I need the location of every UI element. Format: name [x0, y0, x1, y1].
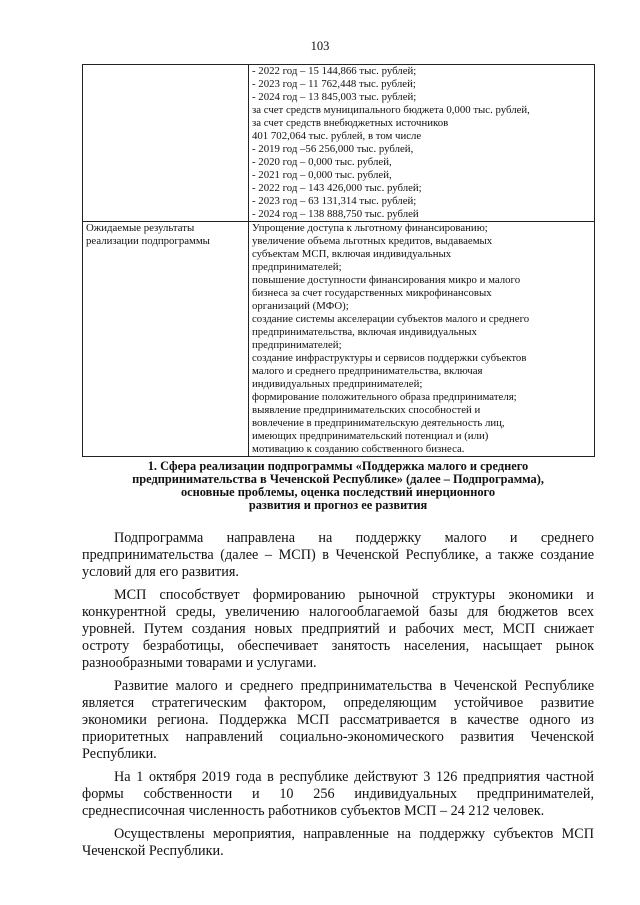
paragraph-line: формы собственности и 10 256 индивидуальных предпринимателей,: [82, 786, 594, 802]
table-line: выявление предпринимательских способностей и: [252, 404, 481, 416]
table-line: индивидуальных предпринимателей;: [252, 378, 423, 390]
table-line: Ожидаемые результаты: [86, 222, 195, 234]
table-cell-funding-values: [249, 65, 595, 222]
paragraph-line: разнообразными товарами и услугами.: [82, 655, 317, 671]
paragraph-line: остроту безработицы, обеспечивает занятость населения, насыщает рынок: [82, 638, 594, 654]
table-cell-label-empty: [83, 65, 249, 222]
table-line: предпринимателей;: [252, 339, 342, 351]
table-line: 401 702,064 тыс. рублей, в том числе: [252, 130, 422, 142]
table-line: - 2023 год – 63 131,314 тыс. рублей;: [252, 195, 417, 207]
program-passport-table: [82, 64, 595, 457]
table-line: создание инфраструктуры и сервисов поддержки субъектов: [252, 352, 527, 364]
table-cell-expected-results-text: [249, 222, 595, 457]
table-line: - 2023 год – 11 762,448 тыс. рублей;: [252, 78, 416, 90]
page-number: 103: [310, 39, 330, 53]
table-line: - 2021 год – 0,000 тыс. рублей,: [252, 169, 392, 181]
paragraph: [82, 678, 594, 763]
heading-line: предпринимательства в Чеченской Республике» (далее – Подпрограмма),: [132, 472, 544, 486]
paragraph-line: Чеченской Республики.: [82, 843, 224, 859]
heading-line: основные проблемы, оценка последствий инерционного: [180, 485, 496, 499]
paragraph-line: На 1 октября 2019 года в республике действуют 3 126 предприятия частной: [114, 769, 594, 785]
paragraph: [82, 769, 594, 820]
heading-line: развития и прогноз ее развития: [248, 498, 428, 512]
table-line: малого и среднего предпринимательства, включая: [252, 365, 483, 377]
table-line: бизнеса за счет государственных микрофинансовых: [252, 287, 492, 299]
table-line: за счет средств муниципального бюджета 0,000 тыс. рублей,: [252, 104, 530, 116]
table-line: увеличение объема льготных кредитов, выдаваемых: [252, 235, 493, 247]
paragraph-line: приоритетных направлений социально-экономического развития Чеченской: [82, 729, 594, 745]
section-heading: [82, 460, 594, 512]
table-line: вовлечение в предпринимательскую деятельность лиц,: [252, 417, 505, 429]
table-row-expected-results: [83, 222, 595, 457]
table-line: организаций (МФО);: [252, 300, 349, 312]
paragraph-line: Республики.: [82, 746, 157, 762]
paragraph-line: экономики региона. Поддержка МСП рассматривается в качестве одного из: [82, 712, 594, 728]
table-line: создание системы акселерации субъектов малого и среднего: [252, 313, 530, 325]
table-line: имеющих предпринимательский потенциал и (или): [252, 430, 489, 442]
paragraph-line: уровней. Путем создания новых предприятий и рабочих мест, МСП снижает: [82, 621, 594, 637]
paragraph: [82, 826, 594, 860]
table-row-funding: [83, 65, 595, 222]
paragraph-line: среднесписочная численность работников субъектов МСП – 24 212 человек.: [82, 803, 545, 819]
paragraph: [82, 530, 594, 581]
table-line: - 2024 год – 138 888,750 тыс. рублей: [252, 208, 419, 220]
table-line: - 2020 год – 0,000 тыс. рублей,: [252, 156, 392, 168]
paragraph-line: МСП способствует формированию рыночной структуры экономики и: [114, 587, 594, 603]
table-line: предпринимателей;: [252, 261, 342, 273]
table-line: - 2022 год – 143 426,000 тыс. рублей;: [252, 182, 422, 194]
table-line: субъектам МСП, включая индивидуальных: [252, 248, 452, 260]
table-line: реализации подпрограммы: [86, 235, 210, 247]
paragraph-line: Подпрограмма направлена на поддержку малого и среднего: [114, 530, 594, 546]
table-line: Упрощение доступа к льготному финансированию;: [252, 222, 488, 234]
table-line: формирование положительного образа предпринимателя;: [252, 391, 517, 403]
body-text: [82, 530, 594, 866]
table-line: - 2024 год – 13 845,003 тыс. рублей;: [252, 91, 417, 103]
paragraph-line: Осуществлены мероприятия, направленные на поддержку субъектов МСП: [114, 826, 594, 842]
table-line: предпринимательства, включая индивидуальных: [252, 326, 477, 338]
paragraph-line: предпринимательства (далее – МСП) в Чеченской Республике, а также создание: [82, 547, 594, 563]
paragraph-line: Развитие малого и среднего предпринимательства в Чеченской Республике: [114, 678, 594, 694]
heading-line: 1. Сфера реализации подпрограммы «Поддержка малого и среднего: [147, 459, 529, 473]
table-line: - 2022 год – 15 144,866 тыс. рублей;: [252, 65, 417, 77]
table-line: за счет средств внебюджетных источников: [252, 117, 449, 129]
table-cell-expected-results-label: [83, 222, 249, 457]
paragraph-line: условий для его развития.: [82, 564, 239, 580]
table-line: мотивацию к созданию собственного бизнеса.: [252, 443, 465, 455]
paragraph: [82, 587, 594, 672]
table-line: - 2019 год –56 256,000 тыс. рублей,: [252, 143, 414, 155]
paragraph-line: является стратегическим фактором, определяющим устойчивое развитие: [82, 695, 594, 711]
paragraph-line: конкурентной среды, увеличению налогооблагаемой базы для бюджетов всех: [82, 604, 594, 620]
table-line: повышение доступности финансирования микро и малого: [252, 274, 521, 286]
